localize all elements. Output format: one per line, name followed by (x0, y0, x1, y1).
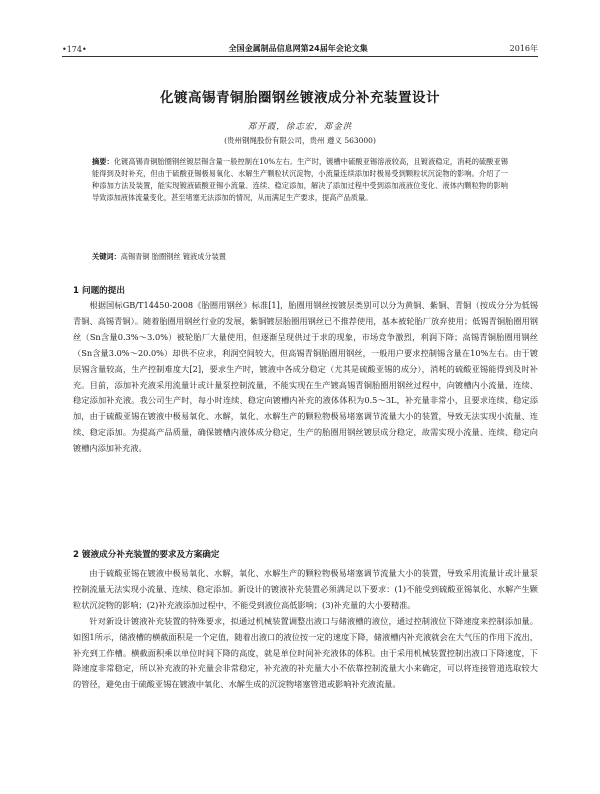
paragraph: 根据国标GB/T14450-2008《胎圈用钢丝》标准[1]，胎圈用钢丝按镀层类别可以分为黄铜、紫铜、青铜（按成分分为低锡青铜、高锡青铜）。随着胎圈用钢丝行业的发展，紫铜镀层胎圈用钢丝已不推荐使用，基本被轮胎厂放弃使用；低锡青铜胎圈用钢丝（Sn含量0.3%～3.0%）被轮胎厂大量使用，但逐渐呈现供过于求的现象，市场竞争激烈，利润下降；高锡青铜胎圈用钢丝（Sn含量3.0%～20.0%）却供不应求，利润空间较大，但高锡青铜胎圈用钢丝，一般用户要求控制锡含量在10%左右。由于镀层锡含量较高，生产控制难度大[2]，要求生产时，镀液中各成分稳定（尤其是硫酸亚锡的成分），消耗的硫酸亚锡能得到及时补充。目前，添加补充液采用流量计或计量泵控制流量，不能实现在生产镀高锡青铜胎圈用钢丝过程中，向镀槽内小流量、连续、稳定添加补充液。我公司生产时，每小时连续、稳定向镀槽内补充的液体体积为0.5～3L，补充量非常小，且要求连续、稳定添加，由于硫酸亚锡在镀液中极易氧化、水解，氧化、水解生产的颗粒物极易堵塞调节流量大小的装置，导致无法实现小流量、连续、稳定添加。为提高产品质量，确保镀槽内液体成分稳定，生产的胎圈用钢丝镀层成分稳定，故需实现小流量、连续、稳定向镀槽内添加补充液。 (73, 300, 538, 454)
section-heading-1: 1 问题的提出 (73, 286, 125, 296)
abstract-label: 摘要： (92, 157, 114, 166)
paper-authors: 郑开霞，徐志宏，郑金洪 (247, 122, 353, 132)
running-header (62, 38, 538, 54)
page-number: •174• (62, 45, 87, 54)
abstract-text: 化镀高锡青铜胎圈钢丝镀层锡含量一般控制在10%左右。生产时，镀槽中硫酸亚锡溶液较高，且镀液稳定，消耗的硫酸亚锡能得到及时补充，但由于硫酸亚锡极易氧化、水解生产颗粒状沉淀物，小流量连续添加时极易受到颗粒状沉淀物的影响。介绍了一种添加方法及装置，能实现镀液硫酸亚锡小流量、连续、稳定添加，解决了添加过程中受到添加液液位变化、液体内颗粒物的影响导致添加液体流量变化，甚至堵塞无法添加的情况，从而满足生产要求，提高产品质量。 (92, 157, 508, 202)
keywords-text: 高锡青铜 胎圈钢丝 镀液成分装置 (120, 252, 226, 261)
section-heading-2: 2 镀液成分补充装置的要求及方案确定 (73, 550, 220, 560)
section-body-1 (73, 298, 538, 457)
header-year: 2016年 (509, 44, 538, 53)
paper-title: 化镀高锡青铜胎圈钢丝镀液成分补充装置设计 (160, 90, 440, 106)
proceedings-title: 全国金属制品信息网第24届年会论文集 (228, 44, 368, 53)
section-body-2 (73, 566, 538, 693)
paper-affiliation: (贵州钢绳股份有限公司，贵州 遵义 563000) (224, 136, 376, 145)
paragraph: 由于硫酸亚锡在镀液中极易氧化、水解，氧化、水解生产的颗粒物极易堵塞调节流量大小的装置，导致采用流量计或计量泵控制流量无法实现小流量、连续、稳定添加。新设计的镀液补充装置必须满足以下要求：(1)不能受到硫酸亚锡氧化、水解产生颗粒状沉淀物的影响；(2)补充液添加过程中，不能受到液位高低影响；(3)补充量的大小要精准。 (73, 568, 538, 610)
keywords (92, 251, 508, 263)
abstract (92, 156, 508, 204)
paragraph: 针对新设计镀液补充装置的特殊要求，拟通过机械装置调整出液口与储液槽的液位，通过控制液位下降速度来控制添加量。如图1所示，储液槽的横截面积是一个定值，随着出液口的液位按一定的速度下降，储液槽内补充液就会在大气压的作用下流出，补充到工作槽。横截面积乘以单位时间下降的高度，就是单位时间补充液体的体积。由于采用机械装置控制出液口下降速度，下降速度非常稳定，所以补充液的补充量会非常稳定，补充液的补充量大小不依靠控制流量大小来确定，可以将连接管道选取较大的管径，避免由于硫酸亚锡在镀液中氧化、水解生成的沉淀物堵塞管道或影响补充液流量。 (73, 615, 538, 690)
keywords-label: 关键词： (92, 252, 121, 261)
header-divider (62, 56, 538, 57)
